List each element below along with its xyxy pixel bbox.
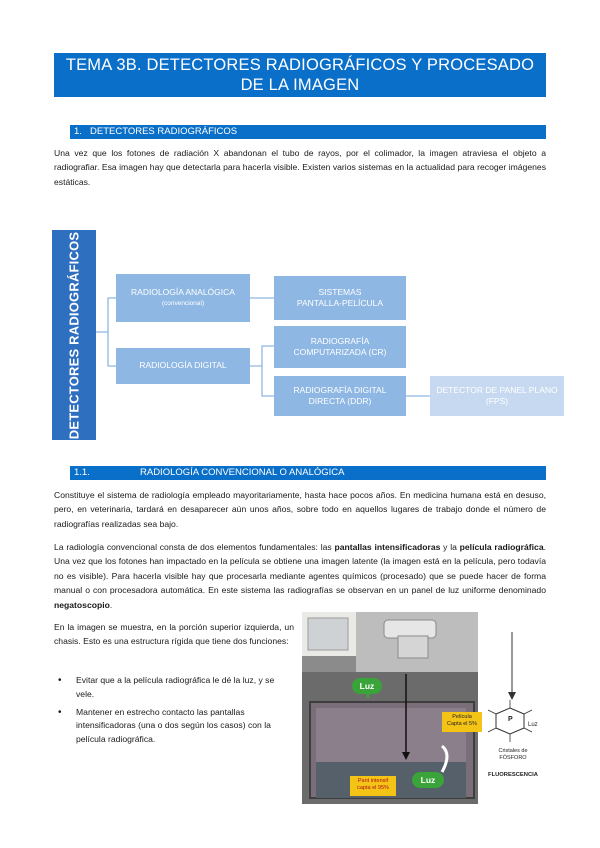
xray-figure	[302, 612, 546, 804]
detectors-diagram	[52, 230, 568, 440]
analog-label: RADIOLOGÍA ANALÓGICA	[131, 286, 235, 297]
term-intensifying-screens: pantallas intensificadoras	[334, 542, 441, 552]
screen-film-label: SISTEMAS PANTALLA-PELÍCULA	[296, 286, 384, 308]
fps-label: DETECTOR DE PANEL PLANO (FPS)	[436, 384, 558, 406]
fluorescencia-label: FLUORESCENCIA	[488, 772, 538, 778]
screen-film-box	[274, 276, 406, 320]
root-box	[52, 230, 96, 440]
section-1-1-paragraph-2: La radiología convencional consta de dos elementos fundamentales: las pantallas intensificadoras y la película radiográfica. Una vez que los fotones han impactado en la película se obtiene una imagen latente (la imagen está en la película, pero todavía no es visible). Para hacerla visible hay que procesarla mediante agentes químicos (procesado) que se puede hacer de forma manual o con procesadora automática. En este sistema las radiografías se observan en un panel de luz uniforme denominado negatoscopio.	[54, 542, 546, 610]
connector-root-analog	[96, 298, 116, 332]
cr-label: RADIOGRAFÍA COMPUTARIZADA (CR)	[293, 335, 387, 357]
p-label: P	[508, 716, 513, 723]
list-item: • Mantener en estrecho contacto las pantallas intensificadoras (una o dos según los casos) con la película radiográfica.	[54, 706, 294, 747]
pant-label: Pant intensif capta el 95%	[350, 776, 396, 796]
chassis	[308, 618, 348, 650]
connector-root-digital	[108, 332, 116, 366]
functions-list	[54, 674, 294, 751]
luz-top-label: Luz	[352, 678, 382, 694]
luz-small-label: Luz	[528, 722, 538, 728]
luz-bottom-label: Luz	[412, 772, 444, 788]
section-title: RADIOLOGÍA CONVENCIONAL O ANALÓGICA	[140, 467, 345, 478]
list-item: • Evitar que a la película radiográfica le dé la luz, y se vele.	[54, 674, 294, 702]
section-number: 1.1.	[74, 467, 90, 478]
section-number: 1.	[74, 126, 82, 137]
page-title: TEMA 3B. DETECTORES RADIOGRÁFICOS Y PROCESADO DE LA IMAGEN	[54, 53, 546, 97]
connector-digital-ddr	[262, 366, 274, 396]
section-1-heading	[70, 125, 546, 139]
section-1-1-paragraph-1: Constituye el sistema de radiología empleado mayoritariamente, hasta hace pocos años. En medicina humana está en desuso, pero, en veterinaria, tardará en desaparecer aún unos años, sobre todo en aquellos lugares de trabajo donde el número de radiografías realizadas sea bajo.	[54, 490, 546, 529]
section-1-1-paragraph-3: En la imagen se muestra, en la porción superior izquierda, un chasis. Esto es una estructura rígida que tiene dos funciones:	[54, 622, 294, 647]
pelicula-label: Película Capta el 5%	[442, 712, 482, 732]
digital-label: RADIOLOGÍA DIGITAL	[139, 360, 227, 371]
analog-box	[116, 274, 250, 322]
root-label: DETECTORES RADIOGRÁFICOS	[66, 231, 82, 439]
section-1-paragraph: Una vez que los fotones de radiación X abandonan el tubo de rayos, por el colimador, la imagen atraviesa el objeto a radiografiar. Esa imagen hay que detectarla para hacerla visible. Existen varios sistemas en la actualidad para recoger imágenes estáticas.	[54, 148, 546, 187]
ddr-label: RADIOGRAFÍA DIGITAL DIRECTA (DDR)	[293, 384, 387, 406]
fps-box	[430, 376, 564, 416]
term-radiographic-film: película radiográfica	[459, 542, 544, 552]
digital-box	[116, 348, 250, 384]
collimator	[398, 636, 428, 658]
section-title: DETECTORES RADIOGRÁFICOS	[90, 126, 238, 137]
analog-sublabel: (convencional)	[161, 300, 205, 307]
cr-box	[274, 326, 406, 368]
connector-digital-cr	[250, 346, 274, 366]
ddr-box	[274, 376, 406, 416]
term-negatoscope: negatoscopio	[54, 599, 110, 610]
cristales-label: Cristales de FÓSFORO	[498, 748, 528, 761]
xray-tube-head	[384, 620, 436, 638]
section-1-1-heading	[70, 466, 546, 480]
